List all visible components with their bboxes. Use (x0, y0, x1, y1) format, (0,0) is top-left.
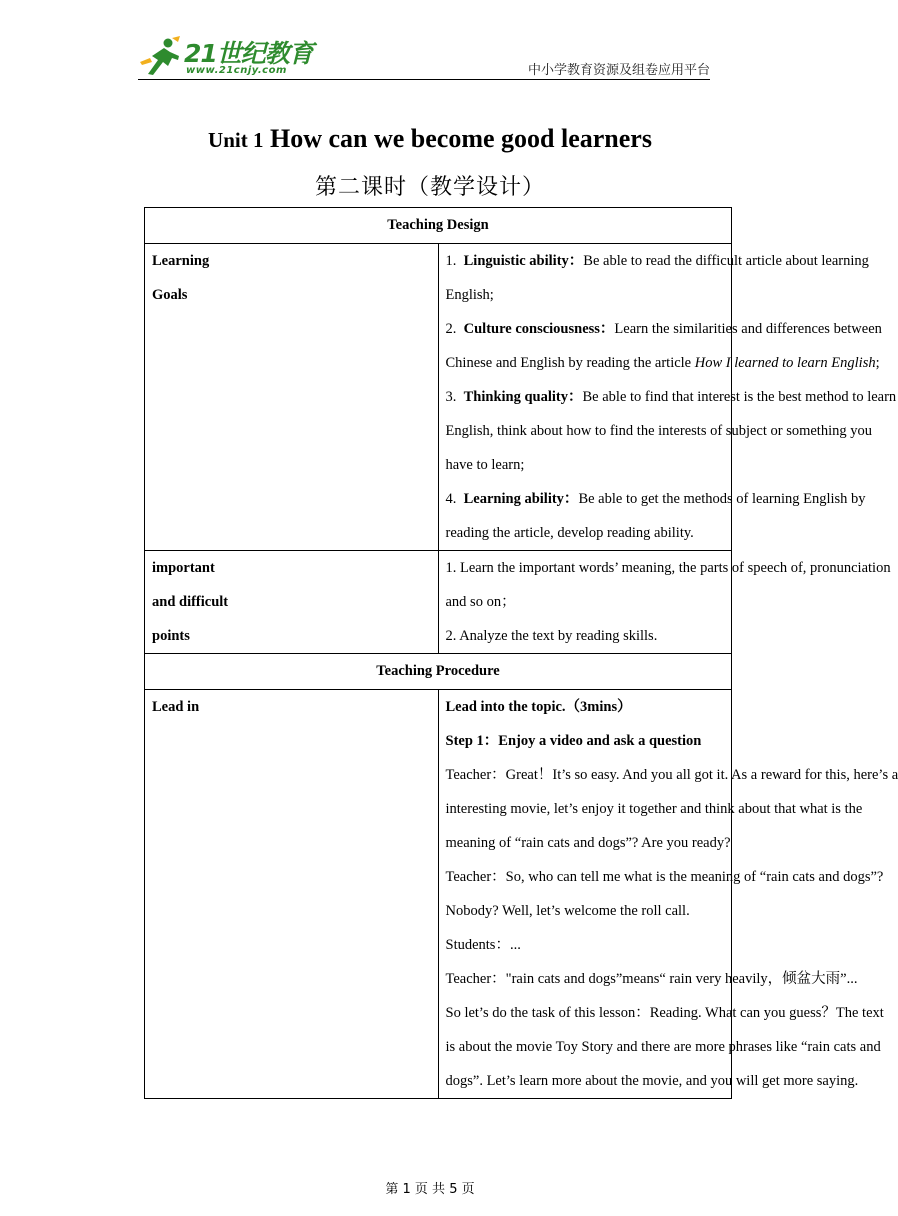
platform-name: 中小学教育资源及组卷应用平台 (527, 63, 710, 78)
teaching-procedure-header: Teaching Procedure (145, 654, 732, 690)
article-title: How I learned to learn English (694, 355, 876, 371)
learning-goals-row (145, 244, 732, 551)
lead-topic: Lead into the topic.（3mins） (445, 699, 632, 715)
goal-3: 3. Thinking quality：Be able to find that interest is the best method to learn (445, 389, 897, 405)
page-header (138, 34, 710, 80)
logo-url: www.21cnjy.com (186, 65, 287, 76)
page-footer: 第 1 页 共 5 页 (385, 1182, 475, 1197)
document-title (0, 124, 860, 154)
teaching-design-table (144, 207, 898, 1099)
title-main: How can we become good learners (269, 124, 652, 153)
unit-label: Unit 1 (208, 128, 264, 152)
learning-goals-content: 1. Linguistic ability：Be able to read the difficult article about learning English; 2. Culture consciousness：Learn the similarities and differences between Chinese and English by reading the article How I learned to learn English; 3. Thinking quality：Be able to find that interest is the best method to learn English, think about how to find the interests of subject or something you have to learn; 4. Learning ability：Be able to get the methods of learning English by reading the article, develop reading ability. (438, 244, 732, 551)
logo (138, 34, 313, 78)
step-1-heading: Step 1：Enjoy a video and ask a question (445, 733, 702, 749)
key-points-content: 1. Learn the important words’ meaning, the parts of speech of, pronunciation and so on； 2. Analyze the text by reading skills. (438, 551, 732, 654)
key-points-row (145, 551, 732, 654)
goal-4: 4. Learning ability：Be able to get the methods of learning English by (445, 491, 866, 507)
goal-2: 2. Culture consciousness：Learn the similarities and differences between (445, 321, 882, 337)
logo-text: 21世纪教育 (184, 39, 313, 68)
learning-goals-label: Learning Goals (145, 244, 439, 551)
lead-in-content: Lead into the topic.（3mins） Step 1：Enjoy a video and ask a question Teacher：Great！It’s so easy. And you all got it. As a reward for this, here’s a interesting movie, let’s enjoy it together and think about that what is the meaning of “rain cats and dogs”? Are you ready? Teacher：So, who can tell me what is the meaning of “rain cats and dogs”? Nobody? Well, let’s welcome the roll call. Students：... Teacher："rain cats and dogs”means“ rain very heavily，倾盆大雨”... So let’s do the task of this lesson：Reading. What can you guess？The text is about the movie Toy Story and there are more phrases like “rain cats and dogs”. Let’s learn more about the movie, and you will get more saying. (438, 690, 732, 1099)
key-points-label: important and difficult points (145, 551, 439, 654)
teaching-design-header: Teaching Design (145, 208, 732, 244)
goal-1: 1. Linguistic ability：Be able to read the difficult article about learning (445, 253, 869, 269)
lead-in-label: Lead in (145, 690, 439, 1099)
document-subtitle: 第二课时（教学设计） (314, 175, 545, 200)
runner-logo-icon (138, 36, 182, 78)
lead-in-row (145, 690, 732, 1099)
